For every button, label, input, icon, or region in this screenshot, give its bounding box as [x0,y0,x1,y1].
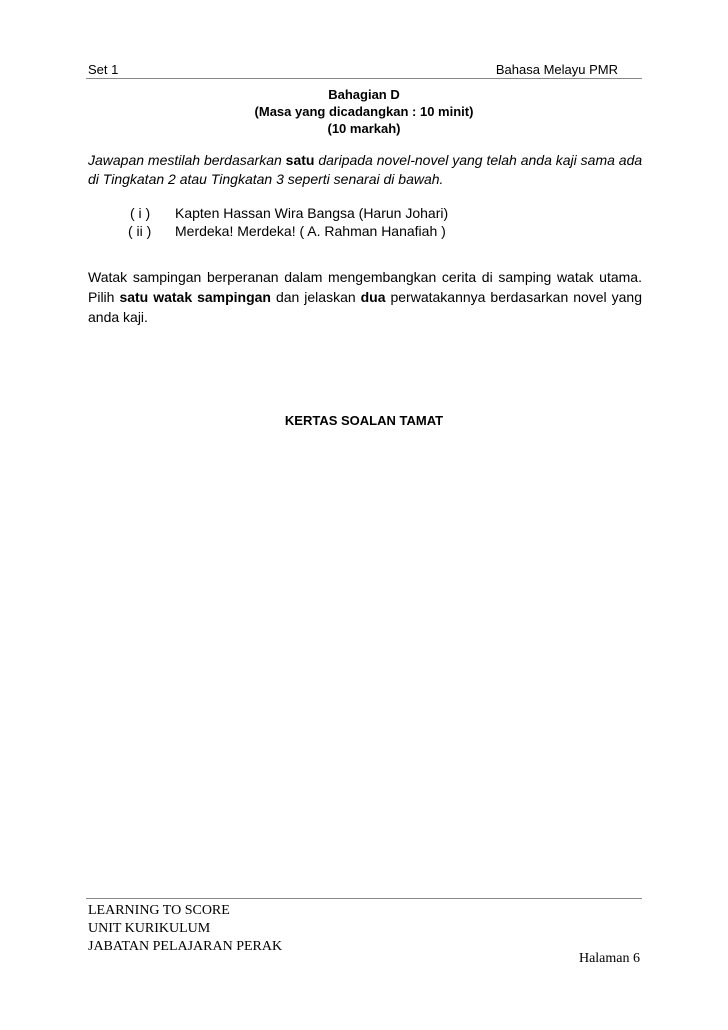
instruction-part1: Jawapan mestilah berdasarkan [88,152,286,168]
novel-title-1: Kapten Hassan Wira Bangsa (Harun Johari) [175,205,449,221]
novel-number-2: ( ii ) [128,223,152,239]
footer-line-3: JABATAN PELAJARAN PERAK [88,939,283,954]
end-of-paper: KERTAS SOALAN TAMAT [284,413,444,428]
header-subject: Bahasa Melayu PMR [495,62,618,77]
page-number: Halaman 6 [578,951,640,966]
footer-line-2: UNIT KURIKULUM [88,921,211,936]
novel-number-1: ( i ) [130,205,151,221]
question-bold2: dua [360,289,386,305]
section-time: (Masa yang dicadangkan : 10 minit) [254,104,474,119]
section-marks: (10 markah) [327,121,401,136]
question-part1: Watak sampingan berperanan dalam mengembangkan cerita di samping watak utama. Pilih [88,269,642,305]
page-header [86,62,642,79]
footer-divider [86,898,642,899]
footer-line-1: LEARNING TO SCORE [88,903,230,918]
instruction-part2: daripada novel-novel yang telah anda kaji sama ada di Tingkatan 2 atau Tingkatan 3 seperti senarai di bawah. [88,152,643,187]
question-part3: perwatakannya berdasarkan novel yang anda kaji. [88,289,642,325]
instruction-bold: satu [285,152,315,168]
novel-title-2: Merdeka! Merdeka! ( A. Rahman Hanafiah ) [175,223,446,239]
section-title: Bahagian D [328,87,400,102]
header-set-label: Set 1 [88,62,119,77]
question-part2: dan jelaskan [270,289,361,305]
instruction-text [88,151,644,189]
question-text [88,267,642,327]
question-bold1: satu watak sampingan [119,289,271,305]
